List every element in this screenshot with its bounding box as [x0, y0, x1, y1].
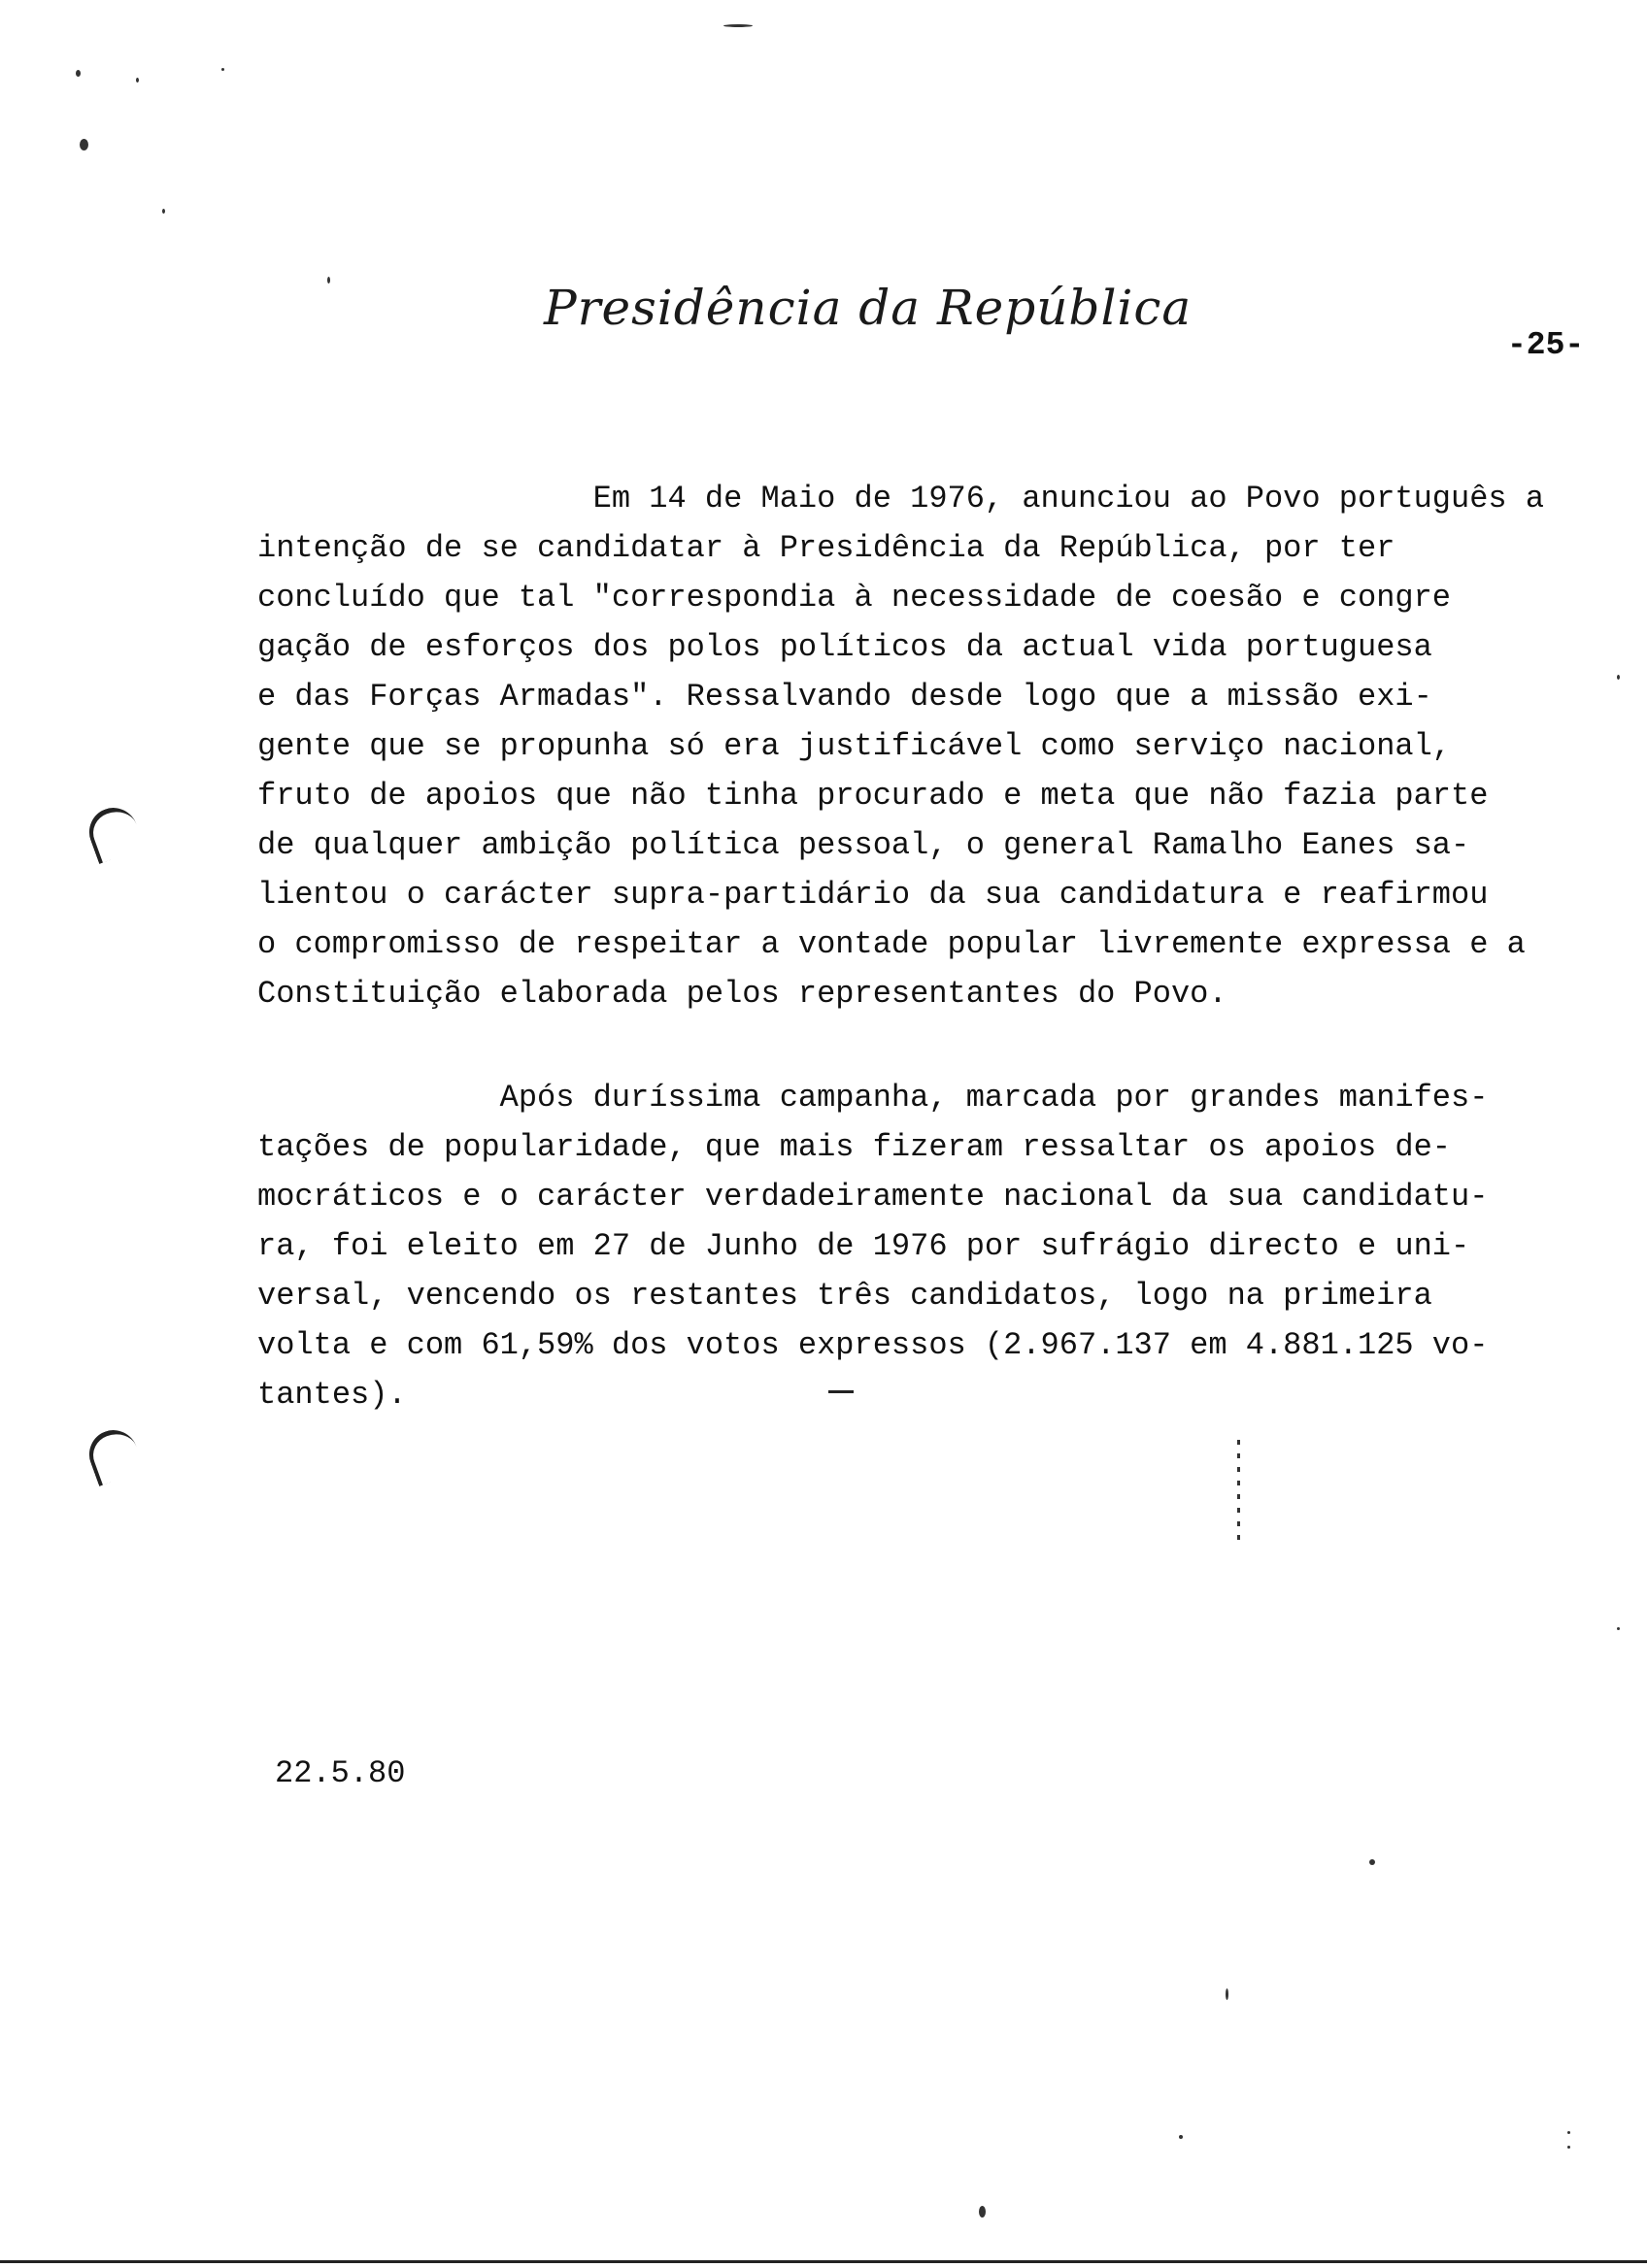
scan-speck: [1369, 1859, 1375, 1865]
paragraph-line: o compromisso de respeitar a vontade popular livremente expressa e a: [257, 926, 1526, 962]
scan-speck: [136, 78, 139, 83]
scan-speck: [1567, 2146, 1570, 2149]
document-date: 22.5.80: [275, 1755, 406, 1791]
paragraph-line: tantes).: [257, 1377, 407, 1413]
scan-speck: [1617, 675, 1620, 680]
paragraph-election-result: [257, 1073, 1617, 1419]
paragraph-line: concluído que tal "correspondia à necessidade de coesão e congre: [257, 580, 1451, 616]
paragraph-line: intenção de se candidatar à Presidência da República, por ter: [257, 530, 1395, 566]
scan-speck: [76, 70, 81, 77]
page-bottom-edge: [0, 2260, 1647, 2263]
paragraph-line: gente que se propunha só era justificável como serviço nacional,: [257, 728, 1451, 764]
paragraph-line: de qualquer ambição política pessoal, o general Ramalho Eanes sa-: [257, 827, 1470, 863]
dotted-mark: [1237, 1440, 1240, 1549]
paragraph-line: fruto de apoios que não tinha procurado e meta que não fazia parte: [257, 778, 1489, 814]
paragraph-line: gação de esforços dos polos políticos da actual vida portuguesa: [257, 629, 1432, 665]
paragraph-line: Constituição elaborada pelos representantes do Povo.: [257, 976, 1227, 1012]
scan-speck: [723, 24, 753, 27]
scan-speck: [221, 68, 224, 71]
paragraph-line: tações de popularidade, que mais fizeram ressaltar os apoios de-: [257, 1129, 1451, 1165]
punch-hole-mark: [83, 1423, 145, 1486]
paragraph-line: Após duríssima campanha, marcada por grandes manifes-: [257, 1080, 1489, 1116]
paragraph-line: lientou o carácter supra-partidário da sua candidatura e reafirmou: [257, 877, 1489, 913]
scan-speck: [327, 277, 330, 284]
page-number: -25-: [1507, 327, 1585, 363]
paragraph-line: versal, vencendo os restantes três candidatos, logo na primeira: [257, 1278, 1432, 1314]
scan-speck: [80, 139, 88, 150]
paragraph-line: volta e com 61,59% dos votos expressos (2.967.137 em 4.881.125 vo-: [257, 1327, 1489, 1363]
scan-speck: [1567, 2131, 1570, 2134]
scan-speck: [1617, 1627, 1620, 1630]
paragraph-candidacy-announcement: [257, 474, 1617, 1018]
scan-speck: [979, 2206, 986, 2218]
punch-hole-mark: [83, 801, 145, 864]
paragraph-line: Em 14 de Maio de 1976, anunciou ao Povo português a: [257, 481, 1545, 517]
paragraph-line: ra, foi eleito em 27 de Junho de 1976 por sufrágio directo e uni-: [257, 1228, 1470, 1264]
letterhead-title: Presidência da República: [544, 280, 1193, 336]
end-dash-mark: [828, 1390, 854, 1393]
paragraph-line: e das Forças Armadas". Ressalvando desde logo que a missão exi-: [257, 679, 1432, 715]
scan-speck: [1226, 1988, 1228, 2000]
scan-speck: [1179, 2135, 1183, 2139]
paragraph-line: mocráticos e o carácter verdadeiramente nacional da sua candidatu-: [257, 1179, 1489, 1215]
scan-speck: [162, 209, 165, 214]
